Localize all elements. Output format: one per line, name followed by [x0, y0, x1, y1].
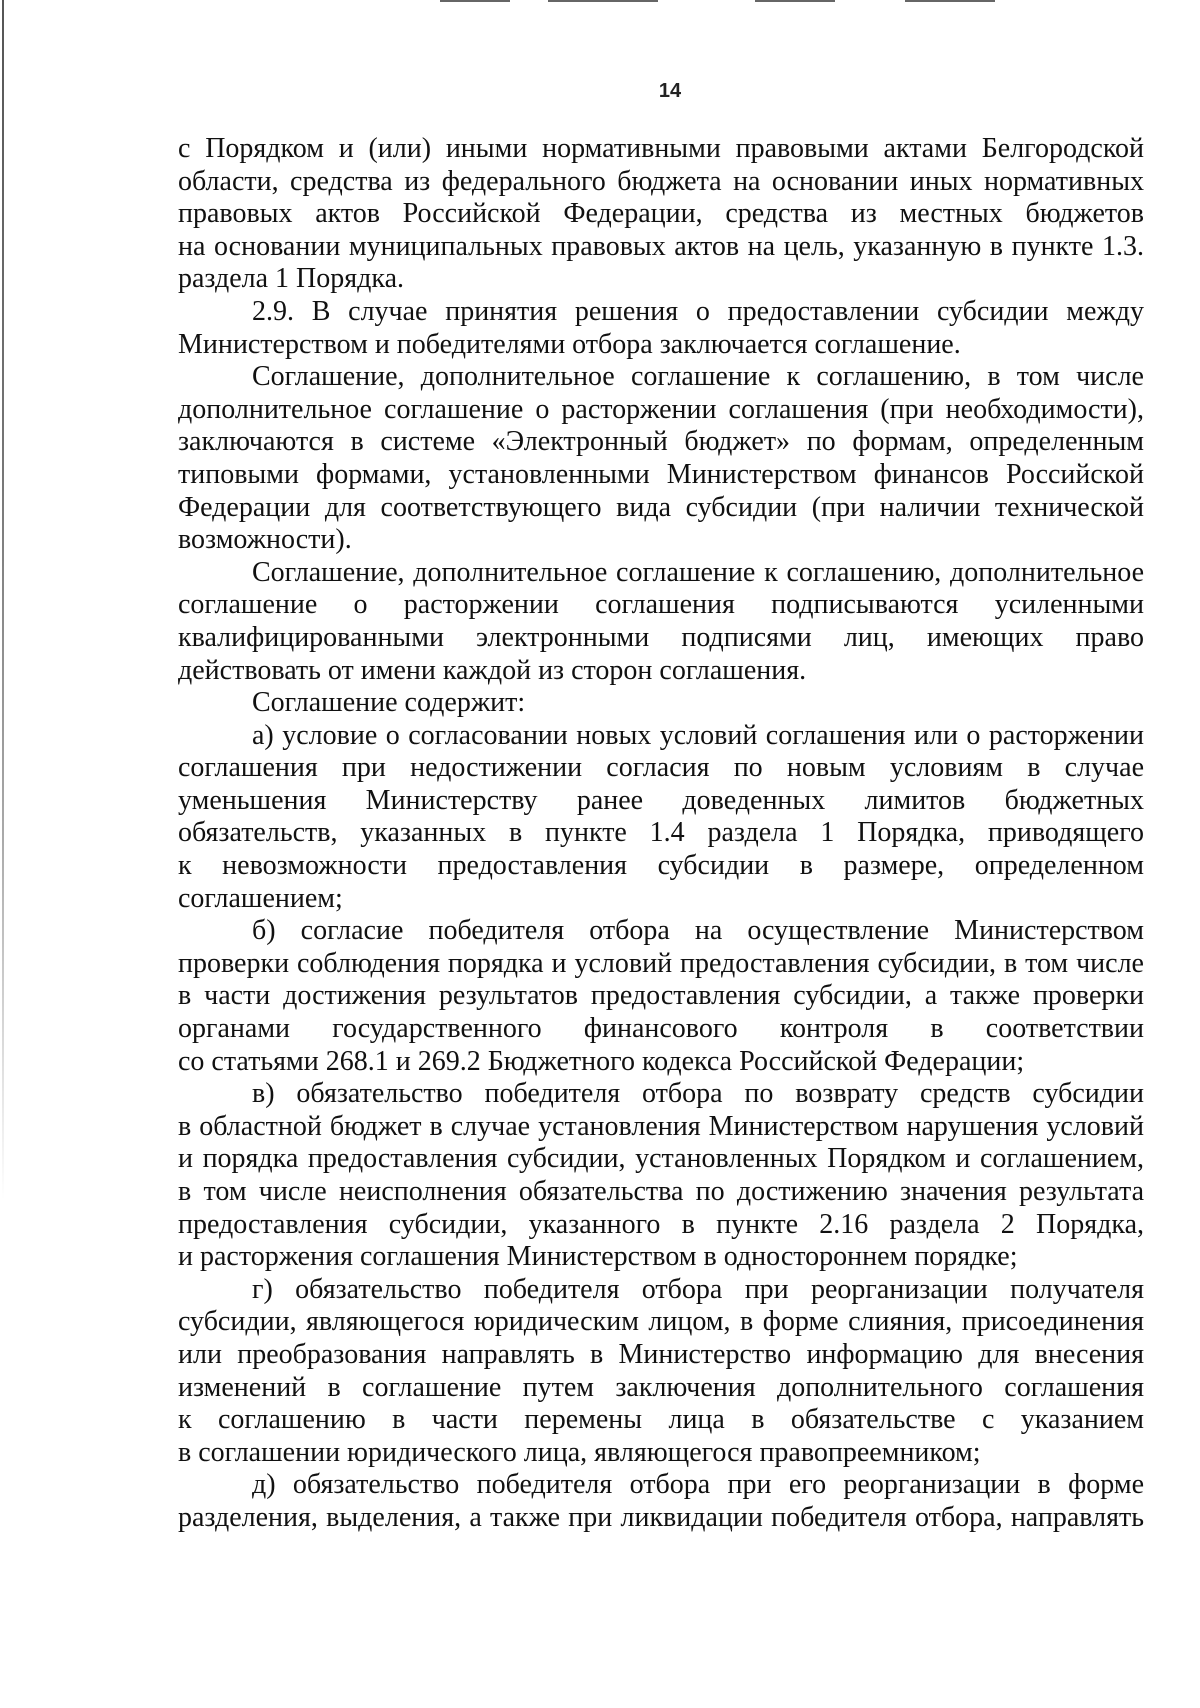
text-line: г) обязательство победителя отбора при реорганизации получателя: [252, 1273, 1144, 1305]
text-line: органами государственного финансового контроля в соответствии: [178, 1013, 1144, 1045]
scan-top-mark: [548, 0, 658, 2]
text-line: соглашение о расторжении соглашения подписываются усиленными: [178, 589, 1144, 621]
text-line: к соглашению в части перемены лица в обязательстве с указанием: [178, 1404, 1144, 1436]
text-line: Министерством и победителями отбора заключается соглашение.: [178, 328, 961, 360]
text-line: проверки соблюдения порядка и условий предоставления субсидии, в том числе: [178, 947, 1144, 979]
text-line: 2.9. В случае принятия решения о предоставлении субсидии между: [252, 295, 1144, 327]
text-line: уменьшения Министерству ранее доведенных лимитов бюджетных: [178, 784, 1144, 816]
text-line: соглашением;: [178, 882, 343, 914]
text-line: обязательств, указанных в пункте 1.4 раздела 1 Порядка, приводящего: [178, 817, 1144, 849]
text-line: д) обязательство победителя отбора при его реорганизации в форме: [252, 1469, 1144, 1501]
text-line: и расторжения соглашения Министерством в одностороннем порядке;: [178, 1241, 1018, 1273]
text-line: в части достижения результатов предоставления субсидии, а также проверки: [178, 980, 1144, 1012]
document-body: [178, 133, 1144, 1535]
text-line: к невозможности предоставления субсидии в размере, определенном: [178, 850, 1144, 882]
scan-top-mark: [755, 0, 835, 2]
text-line: с Порядком и (или) иными нормативными правовыми актами Белгородской: [178, 133, 1144, 164]
text-line: со статьями 268.1 и 269.2 Бюджетного кодекса Российской Федерации;: [178, 1045, 1025, 1077]
text-line: в том числе неисполнения обязательства по достижению значения результата: [178, 1176, 1144, 1207]
text-line: дополнительное соглашение о расторжении соглашения (при необходимости),: [178, 393, 1144, 425]
scan-edge-line: [2, 0, 4, 1200]
text-line: Федерации для соответствующего вида субсидии (при наличии технической: [178, 491, 1144, 523]
text-line: заключаются в системе «Электронный бюджет» по формам, определенным: [178, 426, 1144, 458]
page-number: 14: [658, 80, 682, 102]
text-line: возможности).: [178, 524, 352, 556]
text-line: действовать от имени каждой из сторон соглашения.: [178, 654, 807, 686]
text-line: и порядка предоставления субсидии, установленных Порядком и соглашением,: [178, 1143, 1144, 1175]
text-line: правовых актов Российской Федерации, средства из местных бюджетов: [178, 198, 1144, 230]
text-line: разделения, выделения, а также при ликвидации победителя отбора, направлять: [178, 1501, 1144, 1533]
text-line: Соглашение, дополнительное соглашение к соглашению, в том числе: [252, 361, 1144, 393]
scan-top-mark: [440, 0, 510, 2]
text-line: а) условие о согласовании новых условий соглашения или о расторжении: [252, 719, 1144, 751]
text-line: в) обязательство победителя отбора по возврату средств субсидии: [252, 1078, 1144, 1110]
text-line: квалифицированными электронными подписями лиц, имеющих право: [178, 621, 1144, 653]
text-line: Соглашение, дополнительное соглашение к соглашению, дополнительное: [252, 556, 1144, 588]
scan-top-mark: [905, 0, 995, 2]
text-line: соглашения при недостижении согласия по новым условиям в случае: [178, 752, 1144, 784]
text-line: раздела 1 Порядка.: [178, 263, 405, 295]
text-line: в областной бюджет в случае установления Министерством нарушения условий: [178, 1110, 1144, 1142]
text-line: Соглашение содержит:: [252, 687, 526, 719]
text-line: области, средства из федерального бюджета на основании иных нормативных: [178, 165, 1144, 197]
text-line: на основании муниципальных правовых актов на цель, указанную в пункте 1.3.: [178, 230, 1144, 262]
text-line: предоставления субсидии, указанного в пункте 2.16 раздела 2 Порядка,: [178, 1208, 1144, 1240]
text-line: типовыми формами, установленными Министерством финансов Российской: [178, 458, 1144, 490]
text-line: или преобразования направлять в Министерство информацию для внесения: [178, 1338, 1144, 1370]
text-line: в соглашении юридического лица, являющегося правопреемником;: [178, 1436, 981, 1468]
text-line: субсидии, являющегося юридическим лицом, в форме слияния, присоединения: [178, 1306, 1144, 1338]
text-line: б) согласие победителя отбора на осуществление Министерством: [252, 915, 1144, 947]
text-line: изменений в соглашение путем заключения дополнительного соглашения: [178, 1371, 1144, 1403]
